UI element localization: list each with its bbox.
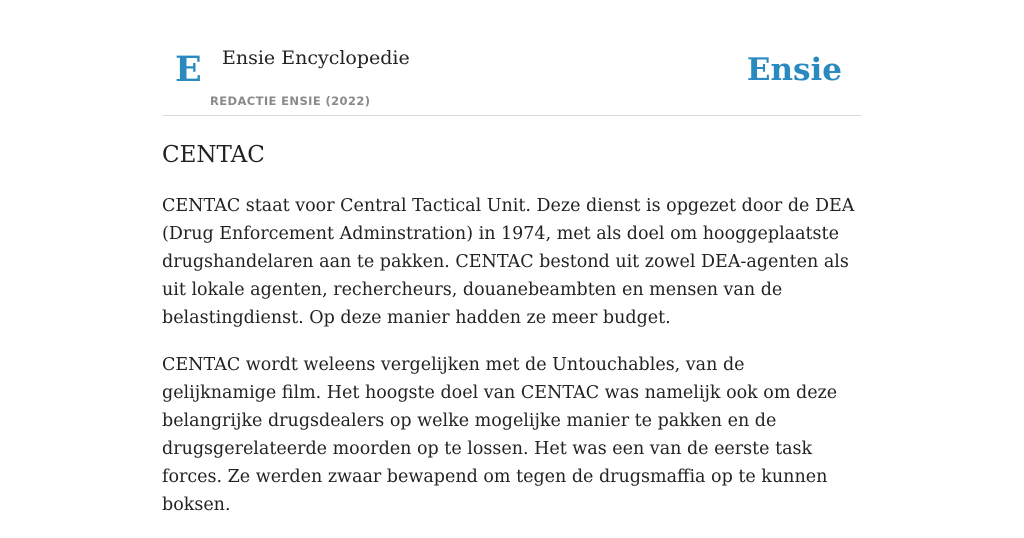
ensie-logo-icon: E (175, 49, 202, 90)
paragraph-1: CENTAC staat voor Central Tactical Unit. Deze dienst is opgezet door de DEA (Drug Enforcement Adminstration) in 1974, met als doel om hooggeplaatste drugshandelaren aan te pakken. CENTAC bestond uit zowel DEA-agenten als uit lokale agenten, rechercheurs, douanebeambten en mensen van de belastingdienst. Op deze manier hadden ze meer budget. (162, 196, 855, 328)
author-label: REDACTIE ENSIE (2022) (210, 94, 371, 108)
brand-logo: Ensie (746, 52, 842, 88)
article-body (162, 192, 862, 538)
site-name: Ensie Encyclopedie (222, 47, 410, 69)
paragraph-2: CENTAC wordt weleens vergelijken met de Untouchables, van de gelijknamige film. Het hoogste doel van CENTAC was namelijk ook om deze belangrijke drugsdealers op welke mogelijke manier te pakken en de drugsgerelateerde moorden op te lossen. Het was een van de eerste task forces. Ze werden zwaar bewapend om tegen de drugsmaffia op te kunnen boksen. (162, 355, 838, 515)
header (162, 0, 862, 116)
article-card (162, 0, 862, 515)
article-title: CENTAC (162, 142, 265, 168)
